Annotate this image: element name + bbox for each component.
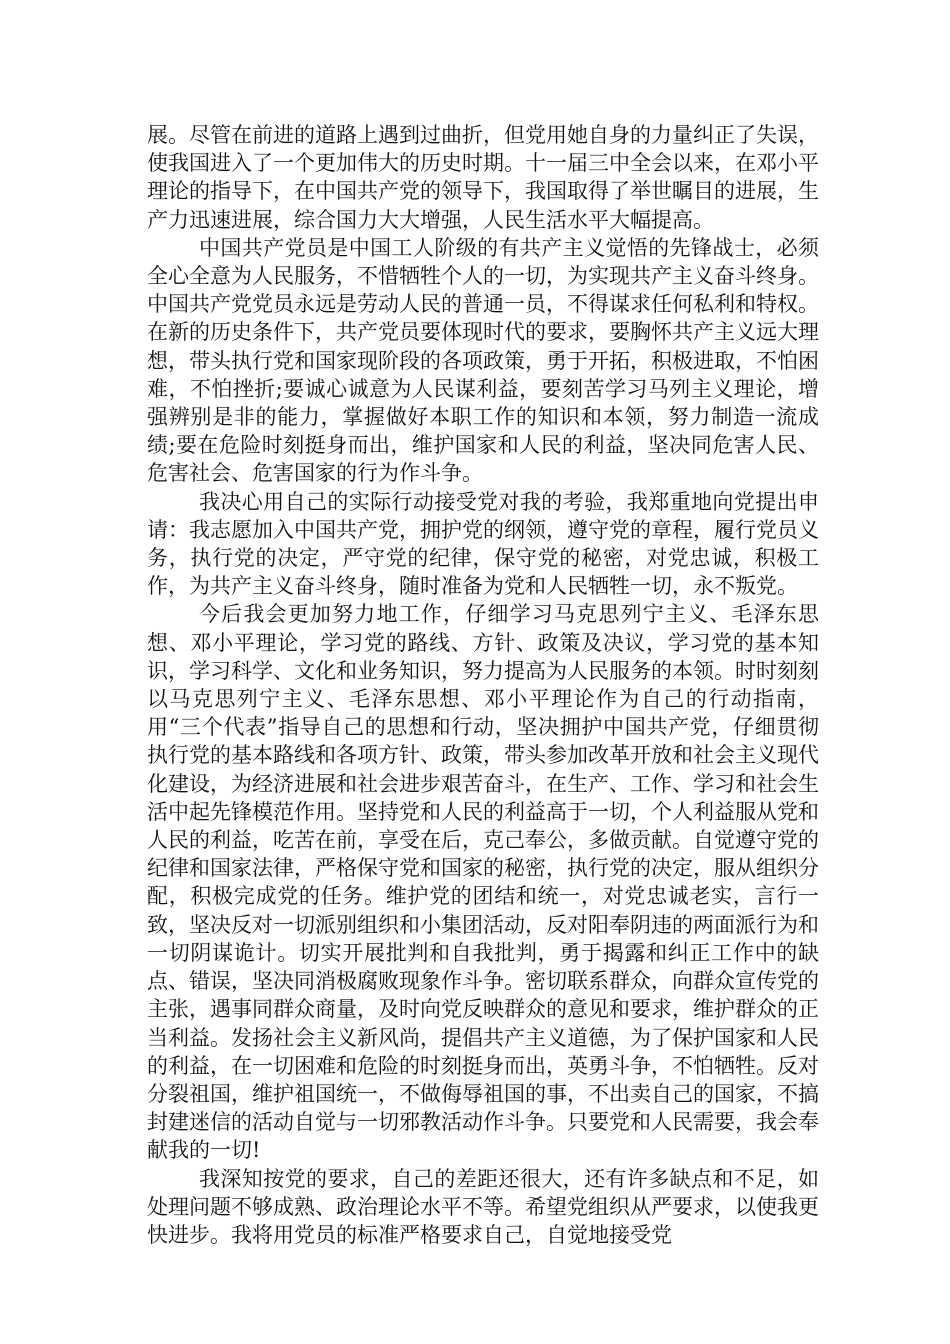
paragraph-future-commitments: 今后我会更加努力地工作，仔细学习马克思列宁主义、毛泽东思想、邓小平理论，学习党的路线、方针、政策及决议，学习党的基本知识，学习科学、文化和业务知识，努力提高为人民服务的本领。时时刻刻以马克思列宁主义、毛泽东思想、邓小平理论作为自己的行动指南，用“三个代表”指导自己的思想和行动，坚决拥护中国共产党，仔细贯彻执行党的基本路线和各项方针、政策，带头参加改革开放和社会主义现代化建设，为经济进展和社会进步艰苦奋斗，在生产、工作、学习和社会生活中起先锋模范作用。坚持党和人民的利益高于一切，个人利益服从党和人民的利益，吃苦在前，享受在后，克己奉公，多做贡献。自觉遵守党的纪律和国家法律，严格保守党和国家的秘密，执行党的决定，服从组织分配，积极完成党的任务。维护党的团结和统一，对党忠诚老实，言行一致，坚决反对一切派别组织和小集团活动，反对阳奉阴违的两面派行为和一切阴谋诡计。切实开展批判和自我批判，勇于揭露和纠正工作中的缺点、错误，坚决同消极腐败现象作斗争。密切联系群众，向群众宣传党的主张，遇事同群众商量，及时向党反映群众的意见和要求，维护群众的正当利益。发扬社会主义新风尚，提倡共产主义道德，为了保护国家和人民的利益，在一切困难和危险的时刻挺身而出，英勇斗争，不怕牺牲。反对分裂祖国，维护祖国统一，不做侮辱祖国的事，不出卖自己的国家，不搞封建迷信的活动自觉与一切邪教活动作斗争。只要党和人民需要，我会奉献我的一切! [147,602,819,1163]
document-body [147,121,819,1249]
paragraph-application-statement: 我决心用自己的实际行动接受党对我的考验，我郑重地向党提出申请：我志愿加入中国共产党，拥护党的纲领，遵守党的章程，履行党员义务，执行党的决定，严守党的纪律，保守党的秘密，对党忠诚，积极工作，为共产主义奋斗终身，随时准备为党和人民牺牲一切，永不叛党。 [147,489,819,599]
paragraph-self-assessment: 我深知按党的要求，自己的差距还很大，还有许多缺点和不足，如处理问题不够成熟、政治理论水平不等。希望党组织从严要求，以使我更快进步。我将用党员的标准严格要求自己，自觉地接受党 [147,1166,819,1247]
paragraph-continued: 展。尽管在前进的道路上遇到过曲折，但党用她自身的力量纠正了失误，使我国进入了一个更加伟大的历史时期。十一届三中全会以来，在邓小平理论的指导下，在中国共产党的领导下，我国取得了举世瞩目的进展，生产力迅速进展，综合国力大大增强，人民生活水平大幅提高。 [147,123,819,232]
paragraph-party-member-duties: 中国共产党员是中国工人阶级的有共产主义觉悟的先锋战士，必须全心全意为人民服务，不惜牺牲个人的一切，为实现共产主义奋斗终身。中国共产党党员永远是劳动人民的普通一员，不得谋求任何私利和特权。在新的历史条件下，共产党员要体现时代的要求，要胸怀共产主义远大理想，带头执行党和国家现阶段的各项政策，勇于开拓，积极进取，不怕困难，不怕挫折;要诚心诚意为人民谋利益，要刻苦学习马列主义理论，增强辨别是非的能力，掌握做好本职工作的知识和本领，努力制造一流成绩;要在危险时刻挺身而出，维护国家和人民的利益，坚决同危害人民、危害社会、危害国家的行为作斗争。 [147,235,819,486]
